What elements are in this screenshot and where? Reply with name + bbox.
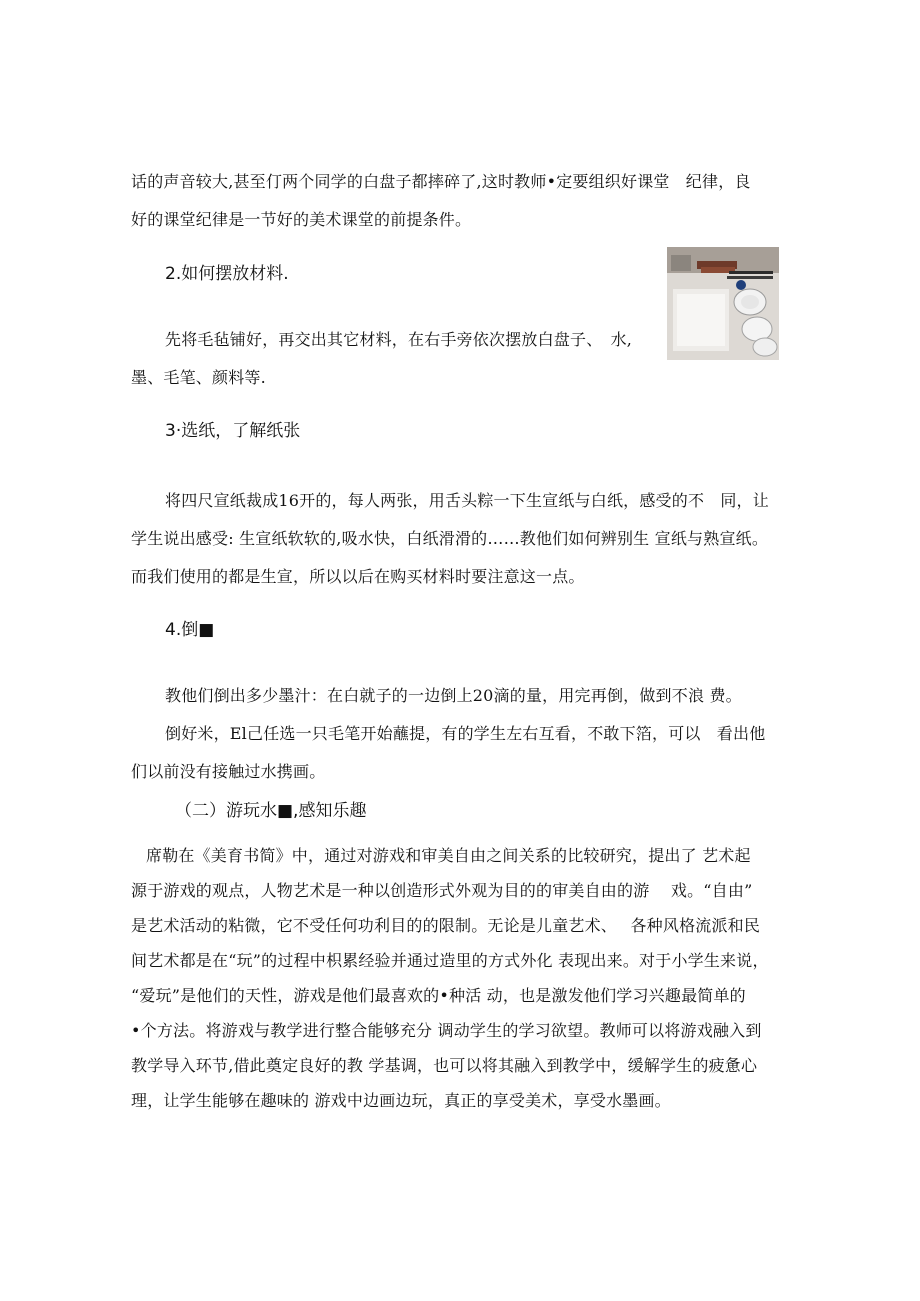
intro-line-1: 话的声音较大,甚至仃两个同学的白盘子都摔碎了,这时教师•定要组织好课堂 纪律，良 (131, 172, 751, 191)
intro-line-2: 好的课堂纪律是一节好的美术课堂的前提条件。 (131, 210, 472, 229)
section-3-line-1: 将四尺宣纸裁成16开的，每人两张，用舌头粽一下生宣纸与白纸，感受的不 同，让 (165, 491, 769, 510)
part-2-line-8: 理，让学生能够在趣味的 游戏中边画边玩，真正的享受美术，享受水墨画。 (131, 1091, 671, 1110)
part-2-line-6: •个方法。将游戏与教学进行整合能够充分 调动学生的学习欲望。教师可以将游戏融入到 (131, 1021, 762, 1040)
part-2-line-1: 席勒在《美育书简》中，通过对游戏和审美自由之间关系的比较研究，提出了 艺术起 (146, 846, 751, 865)
section-4-heading: 4.倒■ (165, 620, 215, 640)
section-4-line-1: 教他们倒出多少墨汁：在白就子的一边倒上20滴的量，用完再倒，做到不浪 费。 (165, 686, 742, 705)
section-2-line-1: 先将毛毡铺好，再交出其它材料，在右手旁依次摆放白盘子、 水, (165, 330, 633, 349)
part-2-line-7: 教学导入环节,借此奠定良好的教 学基调，也可以将其融入到教学中，缓解学生的疲惫心 (131, 1056, 758, 1075)
part-2-line-2: 源于游戏的观点，人物艺术是一种以创造形式外观为目的的审美自由的游 戏。“自由” (131, 881, 753, 900)
part-2-line-5: “爱玩”是他们的天性，游戏是他们最喜欢的•种活 动，也是激发他们学习兴趣最简单的 (131, 986, 746, 1005)
section-3-line-3: 而我们使用的都是生宣，所以以后在购买材料时要注意这一点。 (131, 567, 585, 586)
part-2-heading: （二）游玩水■,感知乐趣 (175, 801, 367, 821)
section-4-line-3: 们以前没有接触过水携画。 (131, 762, 326, 781)
materials-photo-image (667, 247, 779, 360)
materials-photo (667, 247, 779, 360)
section-3-line-2: 学生说出感受: 生宣纸软软的,吸水快，白纸滑滑的……教他们如何辨别生 宣纸与熟宣纸。 (131, 529, 769, 548)
section-4-line-2: 倒好米，El己任选一只毛笔开始蘸提，有的学生左右互看，不敢下箔，可以 看出他 (165, 724, 766, 743)
section-2-line-2: 墨、毛笔、颜料等. (131, 368, 266, 387)
part-2-line-3: 是艺术活动的粘微，它不受任何功利目的的限制。无论是儿童艺术、 各种风格流派和民 (131, 916, 761, 935)
part-2-line-4: 间艺术都是在“玩”的过程中枳累经验并通过造里的方式外化 表现出来。对于小学生来说， (131, 951, 769, 970)
section-2-heading: 2.如何摆放材料. (165, 264, 289, 284)
section-3-heading: 3·选纸，了解纸张 (165, 421, 301, 441)
